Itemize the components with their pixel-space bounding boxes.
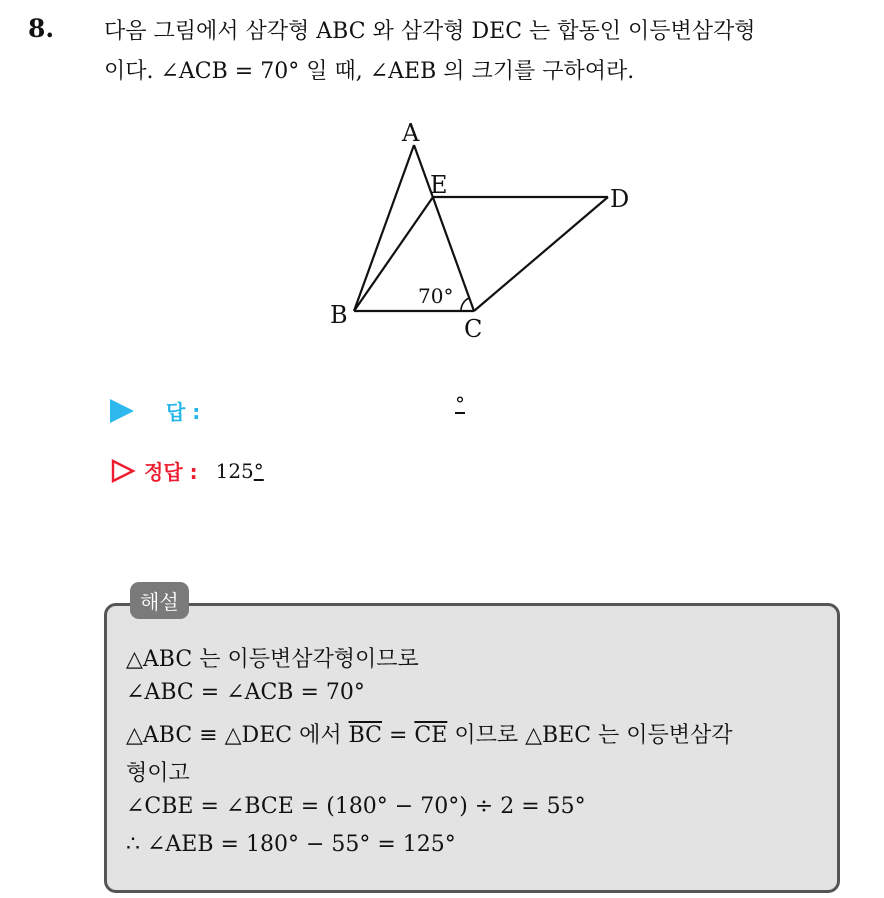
correct-answer-value: 125° (215, 458, 264, 483)
answer-label: 답 : (166, 400, 201, 424)
angle-label: 70° (418, 284, 454, 308)
answer-row (110, 392, 465, 425)
question-number: 8. (28, 14, 55, 43)
solution-line-4: 형이고 (126, 761, 190, 786)
play-filled-icon (110, 399, 134, 423)
segment-dc (474, 197, 608, 311)
label-e: E (430, 171, 448, 199)
answer-blank[interactable]: ° (455, 392, 465, 416)
solution-line-1: △ABC 는 이등변삼각형이므로 (126, 647, 419, 672)
segment-ce-overline: $\overline{CE}$ (414, 723, 448, 748)
solution-line-5: ∠CBE = ∠BCE = (180° − 70°) ÷ 2 = 55° (126, 794, 586, 819)
label-c: C (464, 315, 483, 343)
degree-symbol: ° (253, 458, 264, 483)
play-outline-icon (110, 458, 136, 484)
question-text-line-2: 이다. ∠ACB = 70° 일 때, ∠AEB 의 크기를 구하여라. (104, 59, 635, 84)
solution-line-3: △ABC ≡ △DEC 에서 $\overline{BC} = \overline{CE}$ 이므로 △BEC 는 이등변삼각 (126, 723, 733, 748)
triangle-figure (320, 115, 640, 350)
label-d: D (610, 185, 630, 213)
segment-bc-overline: $\overline{BC}$ (348, 723, 382, 748)
solution-tag: 해설 (130, 582, 189, 619)
correct-answer-label: 정답 : (144, 460, 198, 484)
angle-arc (461, 298, 469, 311)
correct-answer-row (110, 456, 264, 485)
label-b: B (330, 301, 348, 329)
label-a: A (402, 119, 420, 147)
question-text-line-1: 다음 그림에서 삼각형 ABC 와 삼각형 DEC 는 합동인 이등변삼각형 (104, 19, 756, 44)
solution-line-6: ∴ ∠AEB = 180° − 55° = 125° (126, 832, 456, 857)
segment-ab (354, 145, 414, 311)
solution-line-2: ∠ABC = ∠ACB = 70° (126, 680, 365, 705)
